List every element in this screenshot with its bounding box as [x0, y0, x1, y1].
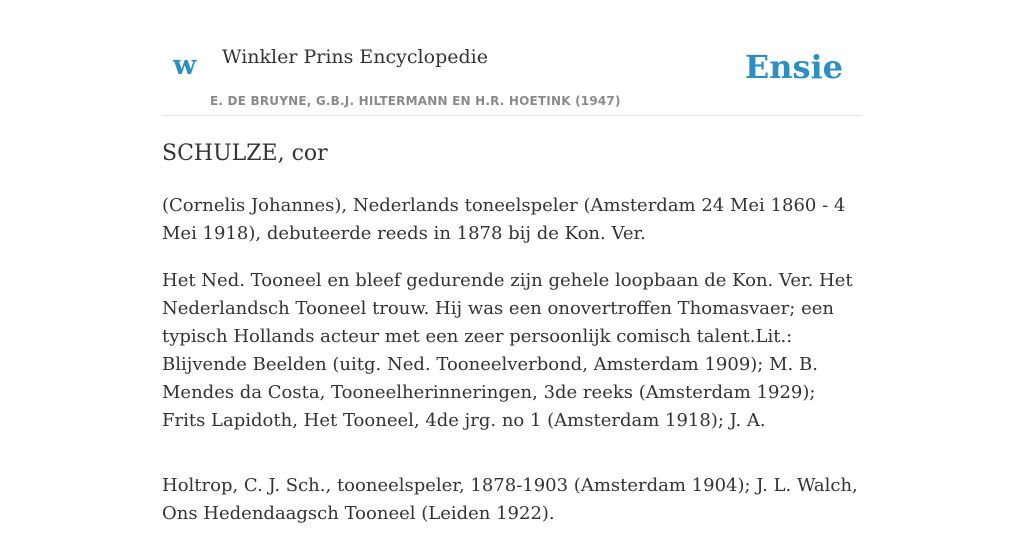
source-authors: E. DE BRUYNE, G.B.J. HILTERMANN EN H.R. HOETINK (1947) — [210, 94, 621, 108]
entry-body — [162, 192, 862, 547]
entry-paragraph: Het Ned. Tooneel en bleef gedurende zijn gehele loopbaan de Kon. Ver. Het Nederlandsch Tooneel trouw. Hij was een onovertroffen Thomasvaer; een typisch Hollands acteur met een zeer persoonlijk comisch talent.Lit.: Blijvende Beelden (uitg. Ned. Tooneelverbond, Amsterdam 1909); M. B. Mendes da Costa, Tooneelherinneringen, 3de reeks (Amsterdam 1929); Frits Lapidoth, Het Tooneel, 4de jrg. no 1 (Amsterdam 1918); J. A. — [162, 270, 853, 431]
entry-title: SCHULZE, cor — [162, 141, 328, 166]
entry-paragraph: Holtrop, C. J. Sch., tooneelspeler, 1878-1903 (Amsterdam 1904); J. L. Walch, Ons Hedendaagsch Tooneel (Leiden 1922). — [162, 475, 858, 524]
source-title-link[interactable]: Winkler Prins Encyclopedie — [222, 46, 488, 68]
entry-paragraph: (Cornelis Johannes), Nederlands toneelspeler (Amsterdam 24 Mei 1860 - 4 Mei 1918), debuteerde reeds in 1878 bij de Kon. Ver. — [162, 195, 846, 244]
page-header — [162, 0, 862, 116]
source-logo-icon[interactable]: w — [173, 50, 197, 81]
site-logo-link[interactable]: Ensie — [744, 48, 843, 86]
